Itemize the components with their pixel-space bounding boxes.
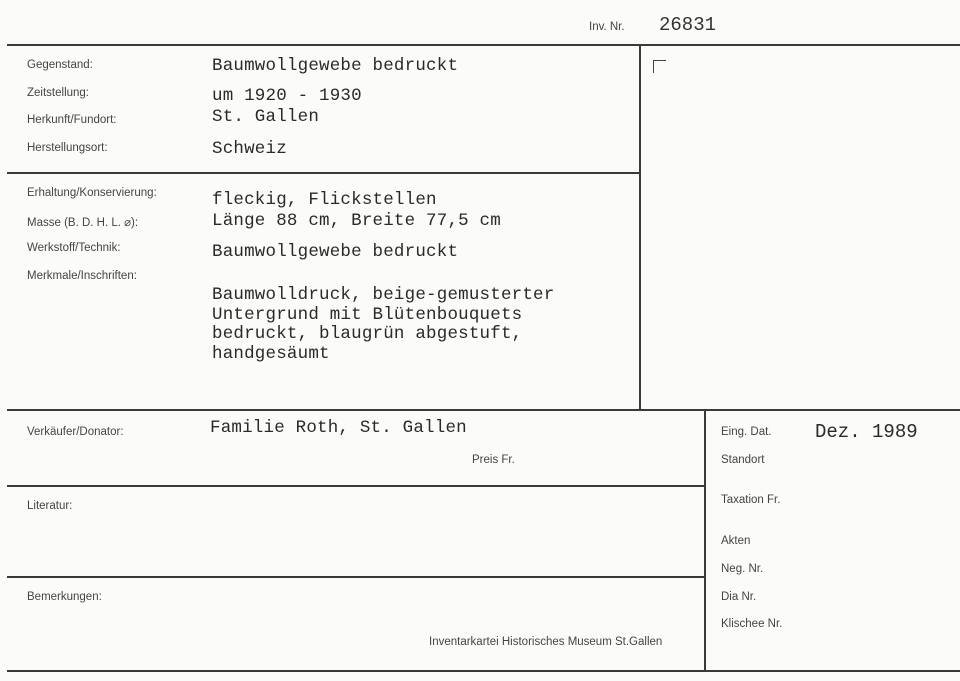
akten-label: Akten <box>721 535 751 547</box>
klischee-nr-label: Klischee Nr. <box>721 618 783 630</box>
rule-photo-column <box>639 44 641 410</box>
erhaltung-label: Erhaltung/Konservierung: <box>27 187 157 199</box>
herstellungsort-value: Schweiz <box>212 139 287 159</box>
eing-dat-value: Dez. 1989 <box>815 421 918 443</box>
werkstoff-value: Baumwollgewebe bedruckt <box>212 242 459 262</box>
rule-top <box>7 44 960 46</box>
werkstoff-label: Werkstoff/Technik: <box>27 242 121 254</box>
dia-nr-label: Dia Nr. <box>721 591 757 603</box>
gegenstand-value: Baumwollgewebe bedruckt <box>212 56 459 76</box>
preis-label: Preis Fr. <box>472 454 515 466</box>
rule-identification <box>7 172 639 174</box>
merkmale-label: Merkmale/Inschriften: <box>27 270 137 282</box>
herkunft-value: St. Gallen <box>212 107 320 127</box>
merkmale-line: Untergrund mit Blütenbouquets <box>212 304 523 325</box>
herstellungsort-label: Herstellungsort: <box>27 142 108 154</box>
photo-corner-mark <box>653 60 666 73</box>
institution-footer: Inventarkartei Historisches Museum St.Gallen <box>429 636 663 648</box>
zeitstellung-value: um 1920 - 1930 <box>212 86 362 106</box>
bemerkungen-label: Bemerkungen: <box>27 591 102 603</box>
gegenstand-label: Gegenstand: <box>27 59 93 71</box>
verkaeufer-value: Familie Roth, St. Gallen <box>210 418 467 438</box>
zeitstellung-label: Zeitstellung: <box>27 87 90 99</box>
literatur-label: Literatur: <box>27 500 73 512</box>
masse-label: Masse (B. D. H. L. ⌀): <box>27 217 139 229</box>
eing-dat-label: Eing. Dat. <box>721 426 772 438</box>
herkunft-label: Herkunft/Fundort: <box>27 114 117 126</box>
inv-nr-value: 26831 <box>659 14 717 36</box>
rule-description <box>7 409 960 411</box>
merkmale-line: bedruckt, blaugrün abgestuft, <box>212 324 523 344</box>
rule-vendor <box>7 485 704 487</box>
taxation-label: Taxation Fr. <box>721 494 781 506</box>
standort-label: Standort <box>721 454 765 466</box>
rule-literature <box>7 576 704 578</box>
merkmale-line: handgesäumt <box>212 343 330 364</box>
inv-nr-label: Inv. Nr. <box>589 21 625 33</box>
rule-admin-column <box>704 409 706 671</box>
masse-value: Länge 88 cm, Breite 77,5 cm <box>212 211 501 231</box>
rule-bottom <box>7 670 960 672</box>
merkmale-text <box>212 285 554 363</box>
erhaltung-value: fleckig, Flickstellen <box>212 190 437 210</box>
merkmale-line: Baumwolldruck, beige-gemusterter <box>212 285 555 305</box>
neg-nr-label: Neg. Nr. <box>721 563 764 575</box>
verkaeufer-label: Verkäufer/Donator: <box>27 426 124 438</box>
